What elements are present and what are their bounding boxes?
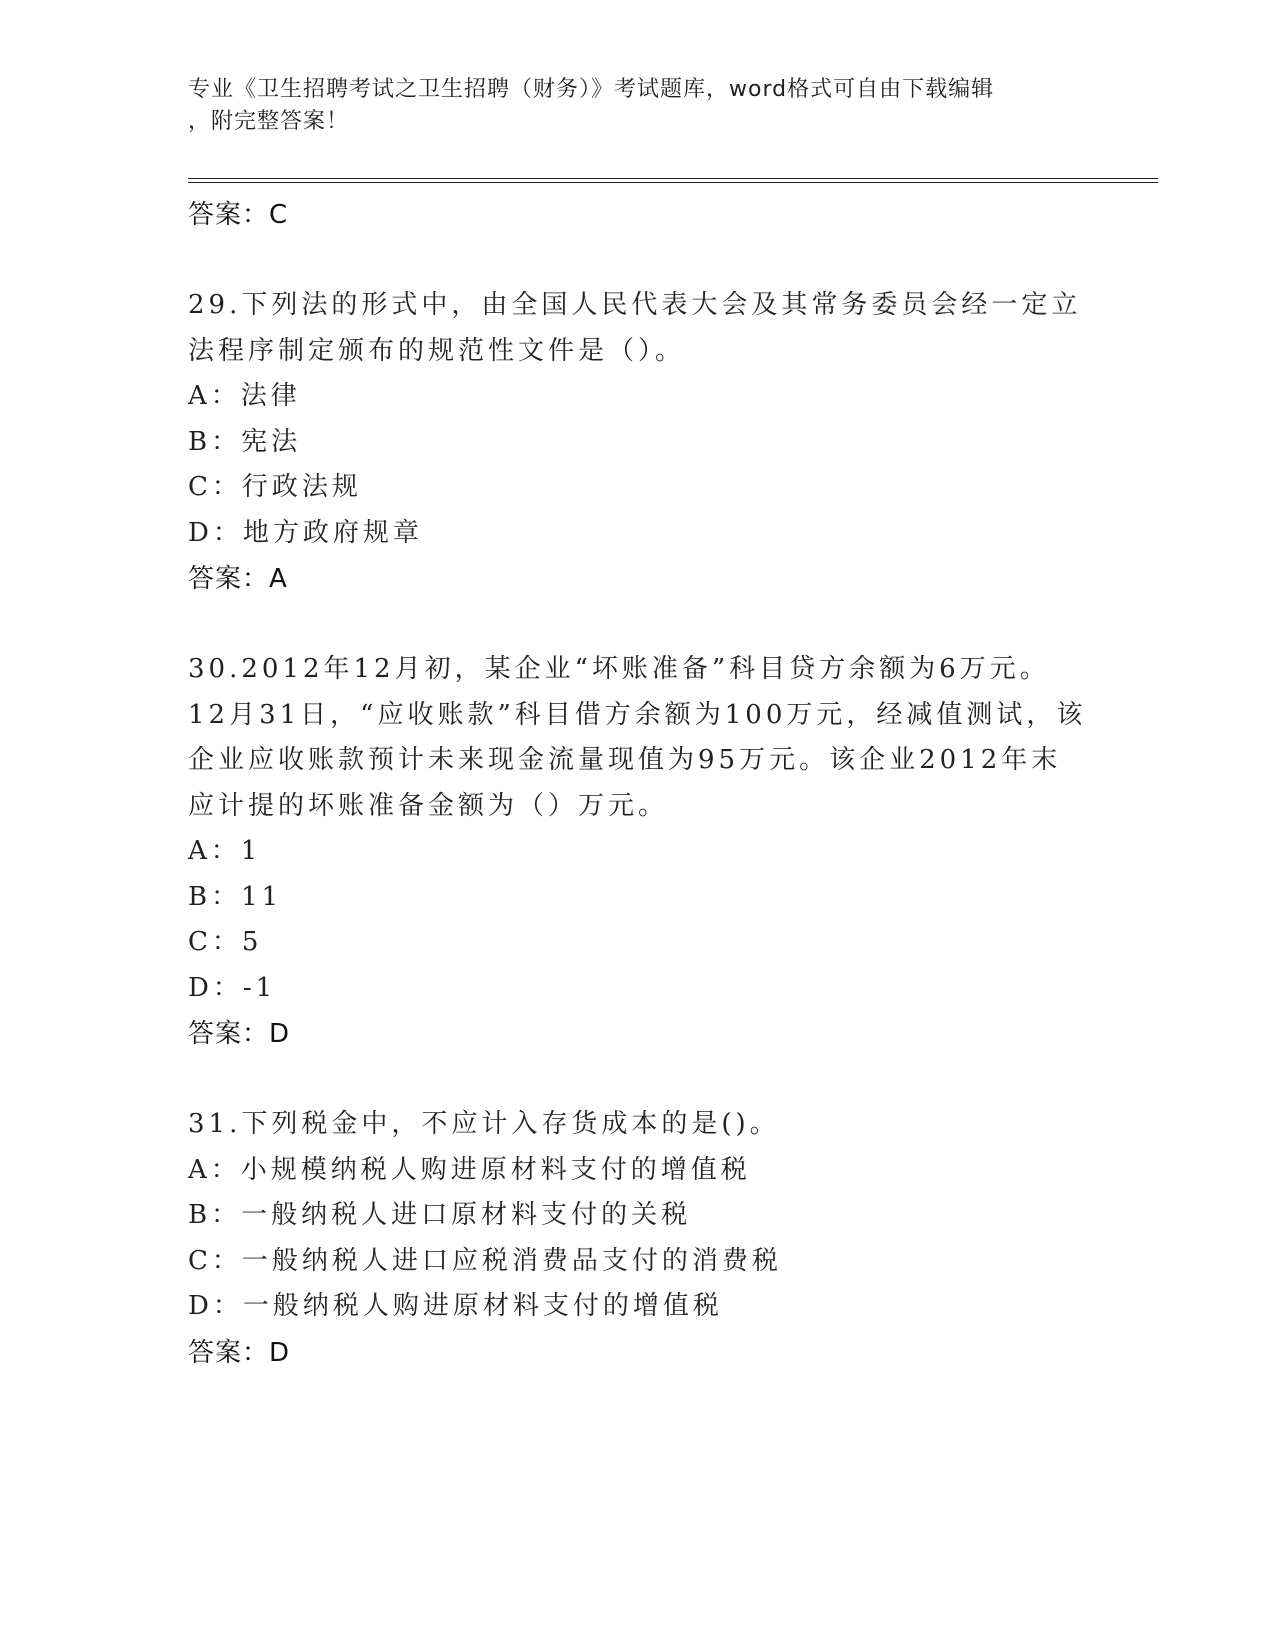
option-a: A：1 [188,836,262,866]
answer-line: 答案：A [188,564,288,594]
answer-line: 答案：D [188,1019,291,1049]
option-d: D：地方政府规章 [188,517,423,548]
question-text: 31.下列税金中，不应计入存货成本的是()。 [188,1109,780,1139]
option-d: D：-1 [188,972,277,1003]
question-text: 29.下列法的形式中，由全国人民代表大会及其常务委员会经一定立法程序制定颁布的规范性文件是（）。 [188,290,1082,366]
option-b: B：11 [188,881,283,912]
answer-line: 答案：D [188,1337,291,1368]
spacer [188,238,1088,283]
spacer [188,1057,1088,1102]
option-a: A：小规模纳税人购进原材料支付的增值税 [188,1154,751,1185]
header-line-1: 专业《卫生招聘考试之卫生招聘（财务）》考试题库，word格式可自由下载编辑 [188,77,995,102]
option-b: B：宪法 [188,426,302,457]
question-list [188,192,1088,1376]
option-d: D：一般纳税人购进原材料支付的增值税 [188,1291,723,1321]
previous-answer: 答案：C [188,200,289,230]
header-divider [188,178,1158,183]
question-block-30 [188,647,1088,1057]
option-a: A：法律 [188,381,301,411]
question-block-29 [188,283,1088,602]
option-c: C：一般纳税人进口应税消费品支付的消费税 [188,1245,782,1276]
spacer [188,602,1088,647]
option-b: B：一般纳税人进口原材料支付的关税 [188,1200,692,1230]
question-block-31 [188,1102,1088,1376]
question-text: 30.2012年12月初，某企业“坏账准备”科目贷方余额为6万元。12月31日，“应收账款”科目借方余额为100万元，经减值测试，该企业应收账款预计未来现金流量现值为95万元。该企业2012年末应计提的坏账准备金额为（）万元。 [188,654,1087,821]
option-c: C：5 [188,927,263,957]
header-line-2: ，附完整答案！ [188,109,350,134]
option-c: C：行政法规 [188,472,362,502]
document-header [188,74,1088,138]
